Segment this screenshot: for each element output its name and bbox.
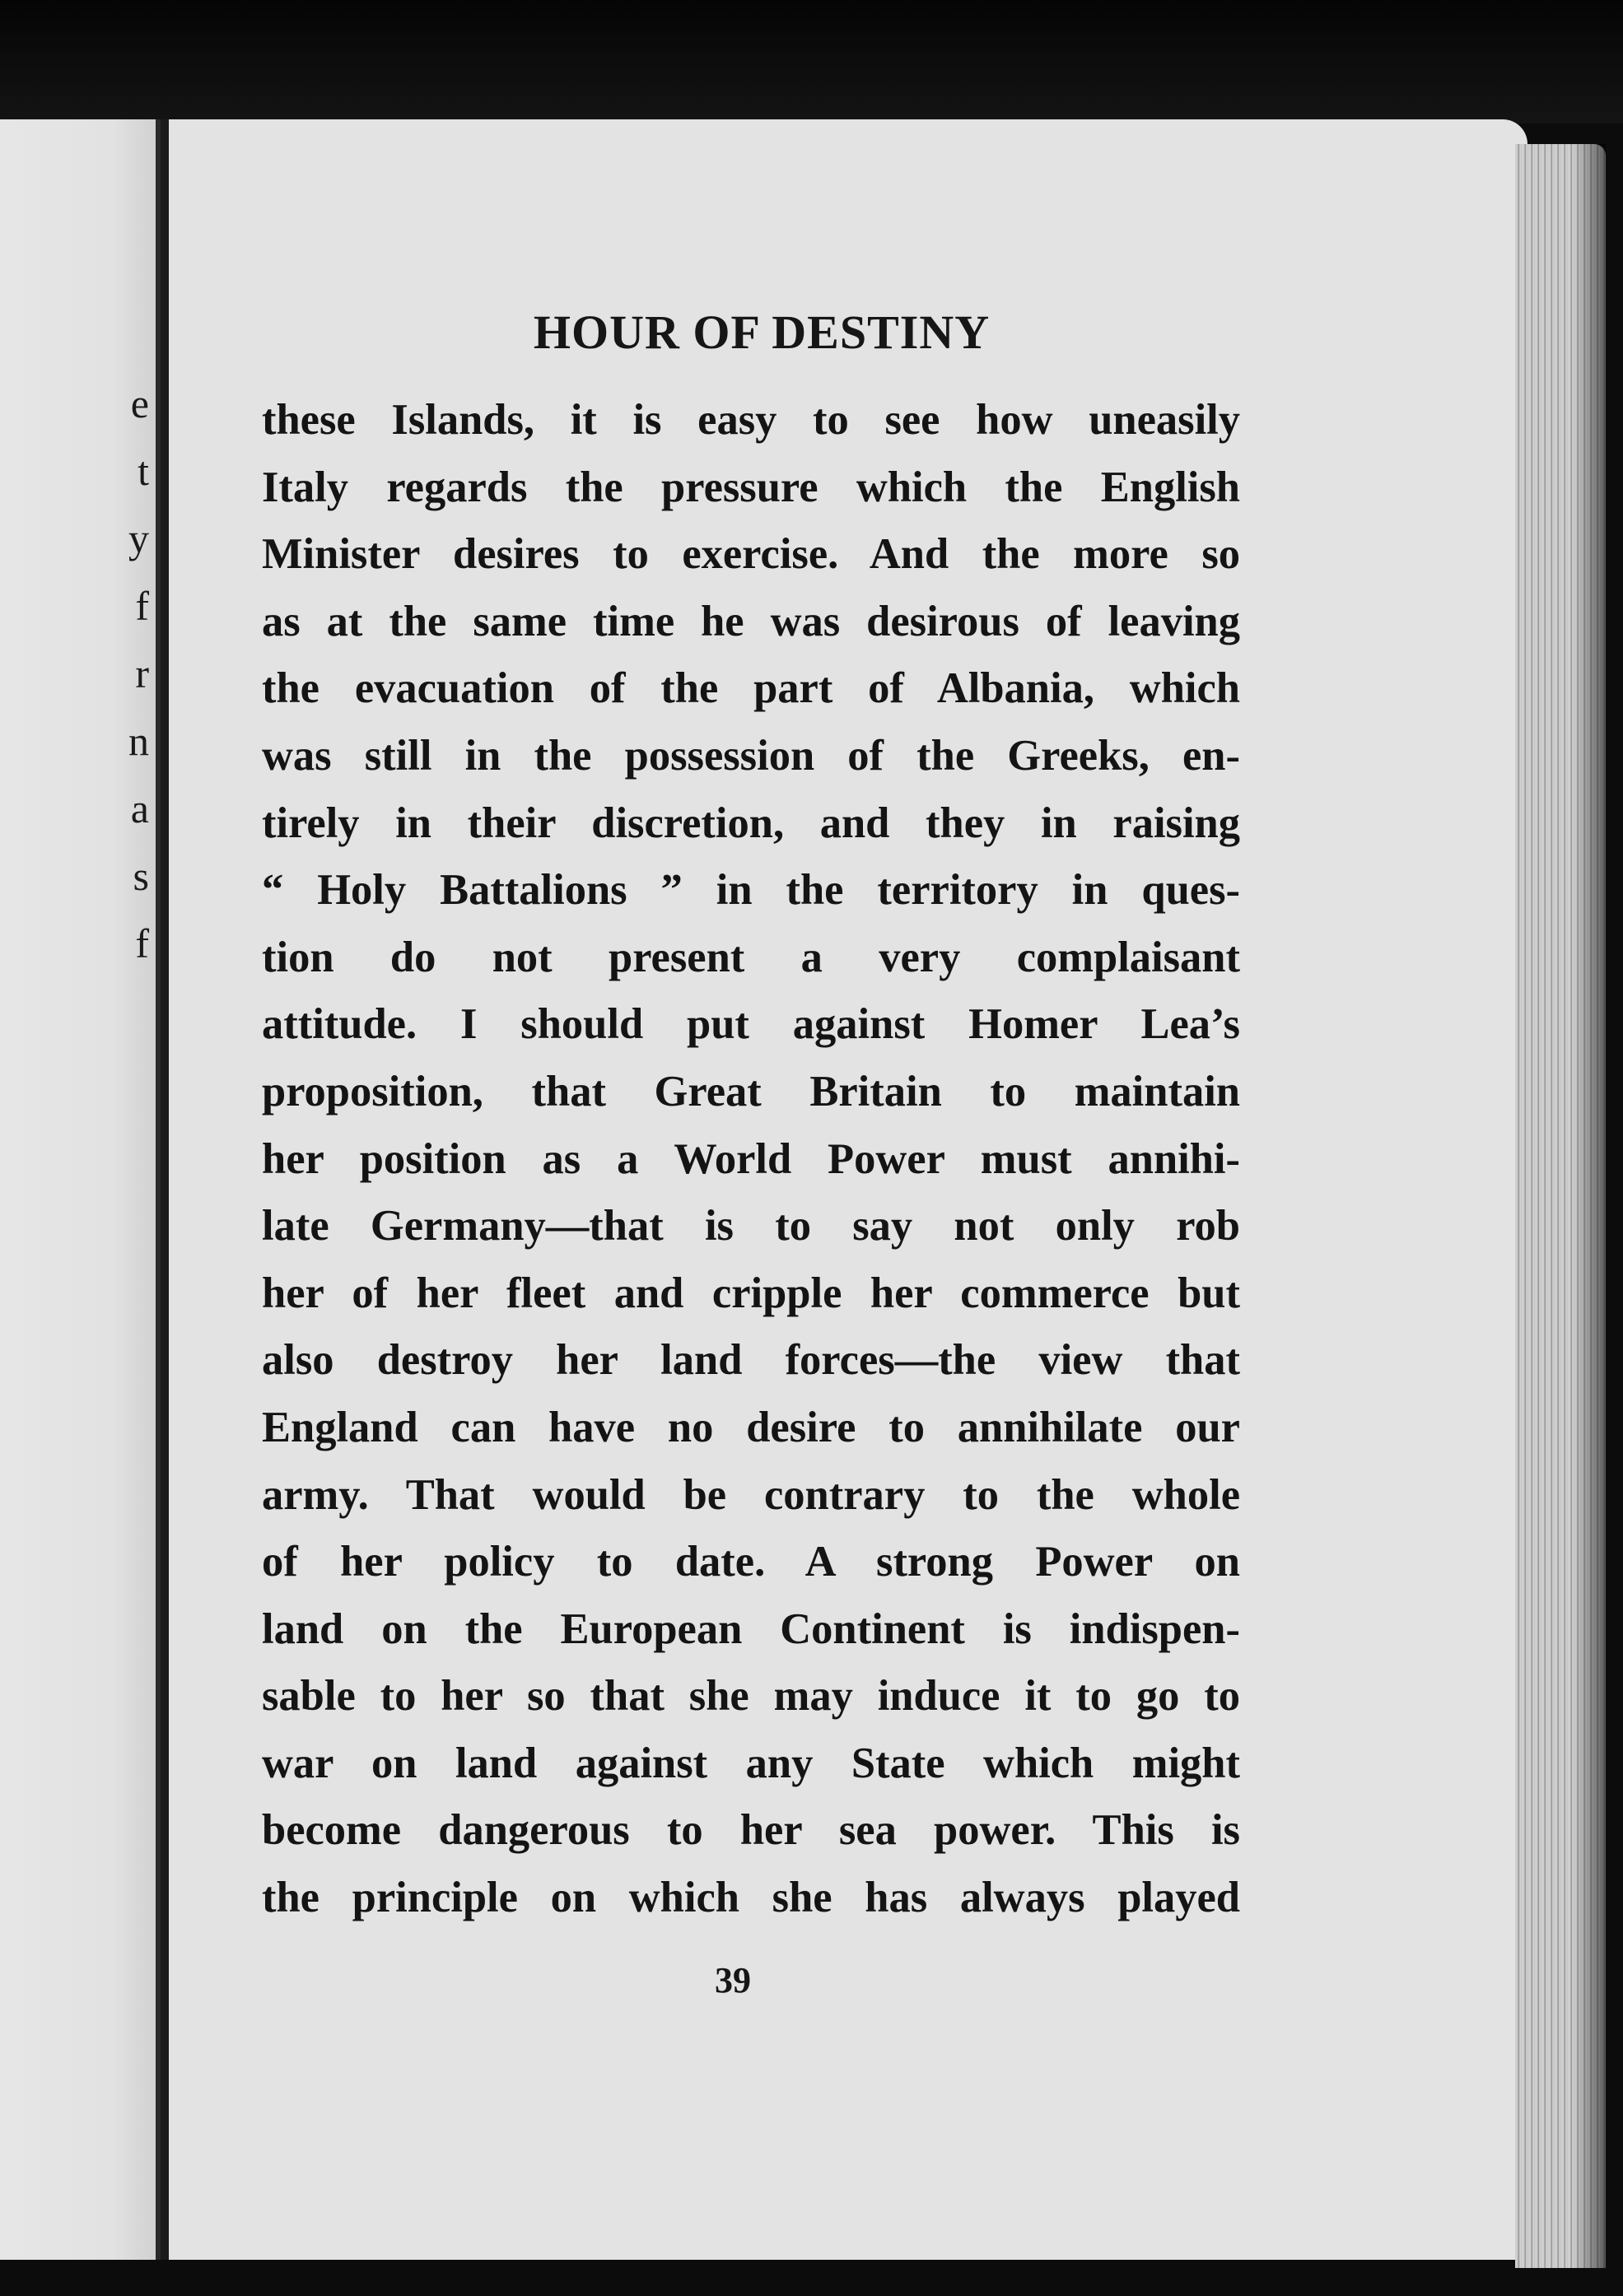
text-line: sable to her so that she may induce it to go to (262, 1672, 1240, 1721)
facing-page-letter: y (128, 515, 149, 561)
text-line: late Germany—that is to say not only rob (262, 1202, 1240, 1250)
facing-page-left (0, 119, 161, 2260)
page-stack-edges (1515, 144, 1606, 2268)
text-line: as at the same time he was desirous of leaving (262, 597, 1240, 645)
body-text (262, 387, 1240, 1932)
facing-page-letter: r (135, 650, 149, 696)
facing-page-letter: t (138, 448, 149, 494)
facing-page-letter: e (130, 380, 149, 426)
running-head: HOUR OF DESTINY (533, 305, 991, 359)
text-line: also destroy her land forces—the view that (262, 1336, 1240, 1385)
text-line: her of her fleet and cripple her commerce but (262, 1269, 1240, 1317)
edge-shadow (1573, 144, 1606, 2268)
facing-page-letter: f (135, 920, 149, 966)
text-line: tirely in their discretion, and they in raising (262, 799, 1240, 847)
text-line: “ Holy Battalions ” in the territory in ques- (262, 866, 1240, 915)
facing-page-letter: f (135, 583, 149, 629)
text-line: tion do not present a very complaisant (262, 933, 1240, 981)
text-line: the evacuation of the part of Albania, which (262, 664, 1240, 713)
text-line: Italy regards the pressure which the English (262, 463, 1240, 511)
text-line: the principle on which she has always played (262, 1874, 1240, 1922)
text-line: her position as a World Power must annihi- (262, 1134, 1240, 1183)
text-line: proposition, that Great Britain to maintain (262, 1067, 1240, 1115)
page-number: 39 (715, 1960, 751, 2000)
facing-page-letter: s (133, 853, 149, 899)
text-line: army. That would be contrary to the whole (262, 1470, 1240, 1519)
text-line: war on land against any State which might (262, 1739, 1240, 1787)
text-line: England can have no desire to annihilate our (262, 1403, 1240, 1451)
text-line: attitude. I should put against Homer Lea’s (262, 1000, 1240, 1049)
text-line: Minister desires to exercise. And the more so (262, 530, 1240, 579)
text-line: of her policy to date. A strong Power on (262, 1538, 1240, 1586)
text-line: become dangerous to her sea power. This is (262, 1806, 1240, 1855)
facing-page-letter: a (130, 785, 149, 831)
text-line: land on the European Continent is indispen- (262, 1604, 1240, 1653)
text-line: was still in the possession of the Greeks, en- (262, 731, 1240, 780)
scan-background-top (0, 0, 1623, 123)
facing-page-letter: n (128, 718, 149, 764)
text-line: these Islands, it is easy to see how uneasily (262, 396, 1240, 444)
